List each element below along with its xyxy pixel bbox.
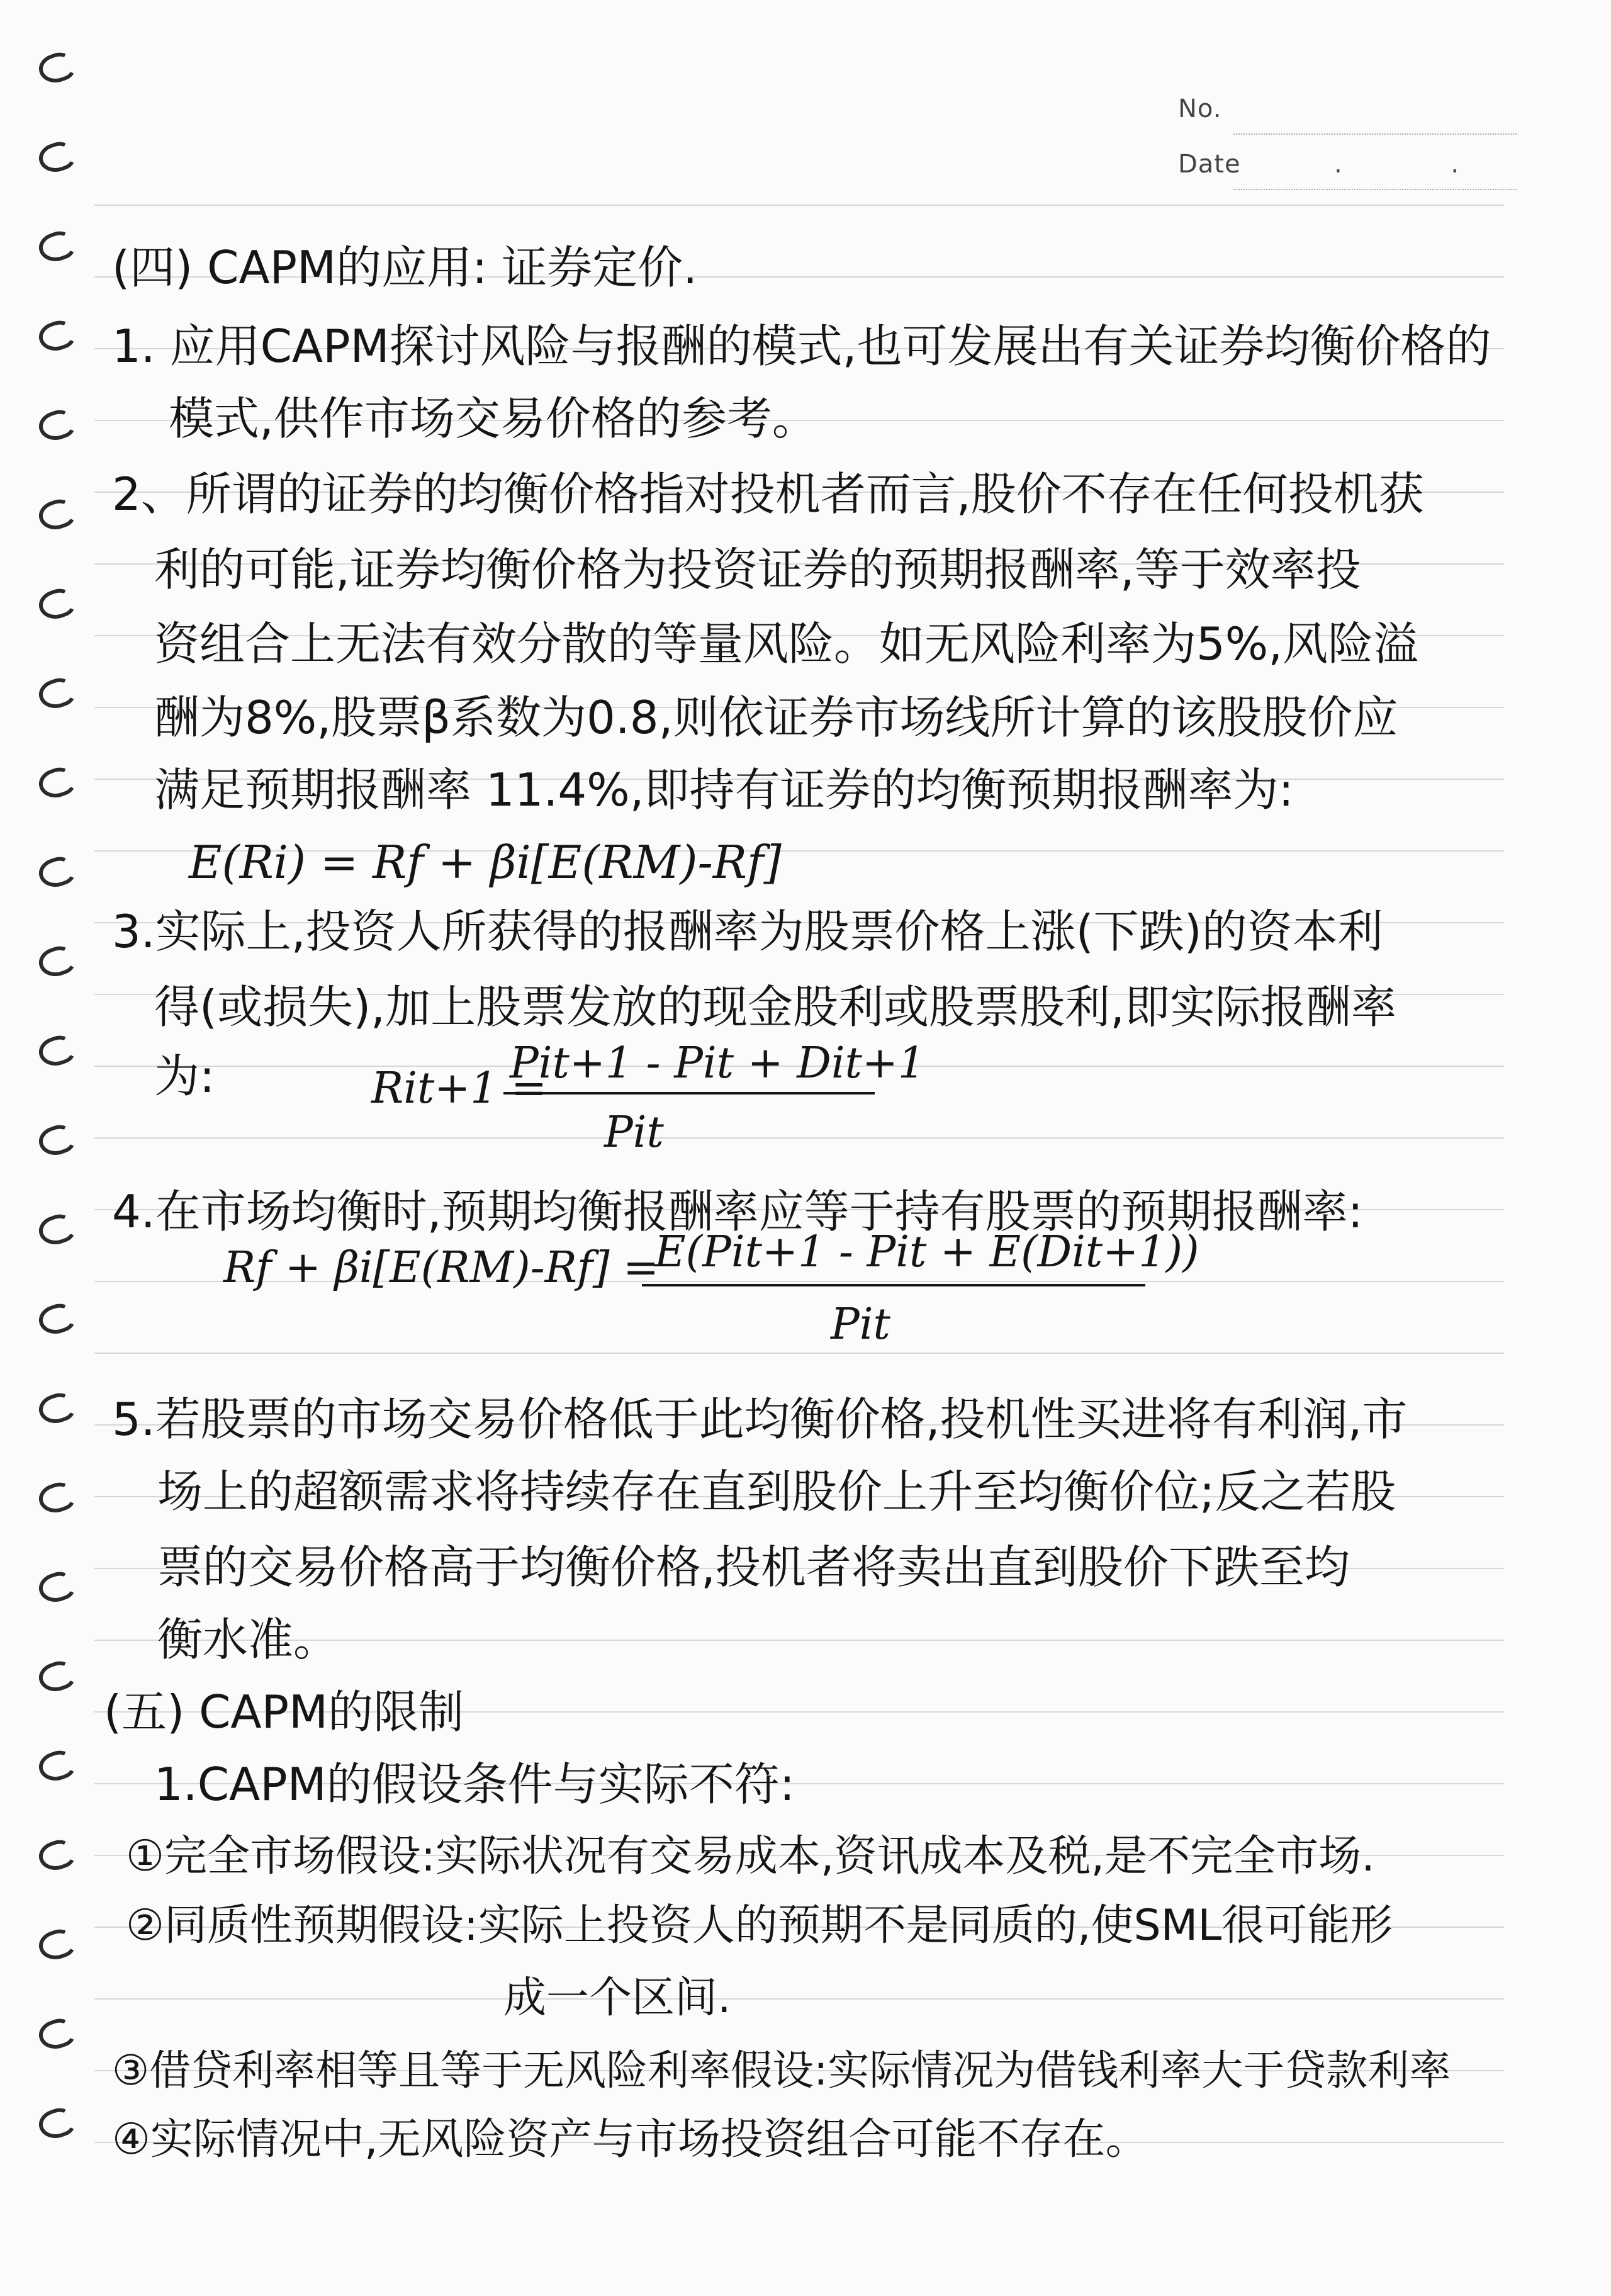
para-2-line-5: 满足预期报酬率 11.4%,即持有证券的均衡预期报酬率为: bbox=[154, 763, 1294, 816]
spiral-ring bbox=[35, 1568, 78, 1607]
para-5-line-1: 5.若股票的市场交易价格低于此均衡价格,投机性买进将有利润,市 bbox=[112, 1393, 1408, 1446]
header-no-line bbox=[1233, 133, 1517, 135]
limit-1-c: ③借贷利率相等且等于无风险利率假设:实际情况为借钱利率大于贷款利率 bbox=[112, 2046, 1451, 2095]
para-2-line-1: 2、所谓的证券的均衡价格指对投机者而言,股价不存在任何投机获 bbox=[112, 468, 1424, 521]
spiral-ring bbox=[35, 495, 78, 534]
spiral-ring bbox=[35, 1032, 78, 1071]
spiral-ring bbox=[35, 317, 78, 356]
spiral-ring bbox=[35, 942, 78, 981]
spiral-ring bbox=[35, 406, 78, 445]
spiral-ring bbox=[35, 1747, 78, 1786]
spiral-ring bbox=[35, 1121, 78, 1160]
formula-equilibrium-lhs: Rf + βi[E(RM)-Rf] = bbox=[223, 1243, 660, 1293]
spiral-ring bbox=[35, 1925, 78, 1964]
para-1-line-1: 1. 应用CAPM探讨风险与报酬的模式,也可发展出有关证券均衡价格的 bbox=[112, 320, 1491, 373]
spiral-ring bbox=[35, 853, 78, 892]
spiral-ring bbox=[35, 674, 78, 713]
spiral-ring bbox=[35, 585, 78, 624]
spiral-ring bbox=[35, 763, 78, 802]
spiral-ring bbox=[35, 1836, 78, 1875]
para-1-line-2: 模式,供作市场交易价格的参考。 bbox=[169, 392, 817, 445]
formula-return-lhs: Rit+1 = bbox=[371, 1064, 547, 1113]
para-2-line-2: 利的可能,证券均衡价格为投资证券的预期报酬率,等于效率投 bbox=[154, 543, 1361, 596]
spiral-ring bbox=[35, 1389, 78, 1428]
header-date-dots: . . bbox=[1334, 150, 1510, 179]
limit-1-d: ④实际情况中,无风险资产与市场投资组合可能不存在。 bbox=[112, 2115, 1148, 2164]
para-2-line-3: 资组合上无法有效分散的等量风险。如无风险利率为5%,风险溢 bbox=[154, 617, 1419, 670]
para-5-line-2: 场上的超额需求将持续存在直到股价上升至均衡价位;反之若股 bbox=[157, 1465, 1396, 1518]
formula-return-numerator: Pit+1 - Pit + Dit+1 bbox=[510, 1038, 926, 1088]
section-title-5: (五) CAPM的限制 bbox=[104, 1685, 464, 1738]
limit-1-b-line-2: 成一个区间. bbox=[503, 1973, 731, 2023]
section-title-4: (四) CAPM的应用: 证券定价. bbox=[112, 241, 698, 294]
para-3-line-1: 3.实际上,投资人所获得的报酬率为股票价格上涨(下跌)的资本利 bbox=[112, 905, 1383, 958]
limit-1-a: ①完全市场假设:实际状况有交易成本,资讯成本及税,是不完全市场. bbox=[126, 1832, 1375, 1881]
formula-equilibrium-numerator: E(Pit+1 - Pit + E(Dit+1)) bbox=[654, 1227, 1199, 1277]
limit-1-b-line-1: ②同质性预期假设:实际上投资人的预期不是同质的,使SML很可能形 bbox=[126, 1901, 1393, 1950]
spiral-ring bbox=[35, 2104, 78, 2143]
spiral-ring bbox=[35, 2015, 78, 2054]
formula-return-denominator: Pit bbox=[604, 1108, 664, 1157]
header-date-line bbox=[1233, 189, 1517, 190]
spiral-ring bbox=[35, 227, 78, 266]
ruled-line bbox=[94, 205, 1504, 206]
para-4-line-1: 4.在市场均衡时,预期均衡报酬率应等于持有股票的预期报酬率: bbox=[112, 1185, 1363, 1238]
para-3-line-3: 为: bbox=[154, 1050, 215, 1103]
ruled-line bbox=[94, 1137, 1504, 1139]
formula-capm: E(Ri) = Rf + βi[E(RM)-Rf] bbox=[189, 836, 782, 889]
para-2-line-4: 酬为8%,股票β系数为0.8,则依证券市场线所计算的该股股价应 bbox=[154, 691, 1398, 744]
header-date-label: Date bbox=[1178, 150, 1241, 179]
spiral-ring bbox=[35, 1657, 78, 1696]
formula-return-bar bbox=[503, 1092, 875, 1095]
spiral-ring bbox=[35, 138, 78, 177]
spiral-ring bbox=[35, 48, 78, 87]
ruled-line bbox=[94, 1353, 1504, 1354]
spiral-ring bbox=[35, 1300, 78, 1339]
spiral-ring bbox=[35, 1210, 78, 1249]
header-no-label: No. bbox=[1178, 94, 1222, 123]
ruled-line bbox=[94, 1998, 1504, 2000]
formula-equilibrium-bar bbox=[642, 1284, 1145, 1286]
spiral-ring bbox=[35, 1478, 78, 1517]
para-5-line-3: 票的交易价格高于均衡价格,投机者将卖出直到股价下跌至均 bbox=[157, 1541, 1350, 1594]
para-3-line-2: 得(或损失),加上股票发放的现金股利或股票股利,即实际报酬率 bbox=[154, 981, 1396, 1033]
para-5-line-4: 衡水准。 bbox=[157, 1613, 339, 1666]
formula-equilibrium-denominator: Pit bbox=[831, 1300, 890, 1349]
limit-1: 1.CAPM的假设条件与实际不符: bbox=[154, 1758, 795, 1811]
